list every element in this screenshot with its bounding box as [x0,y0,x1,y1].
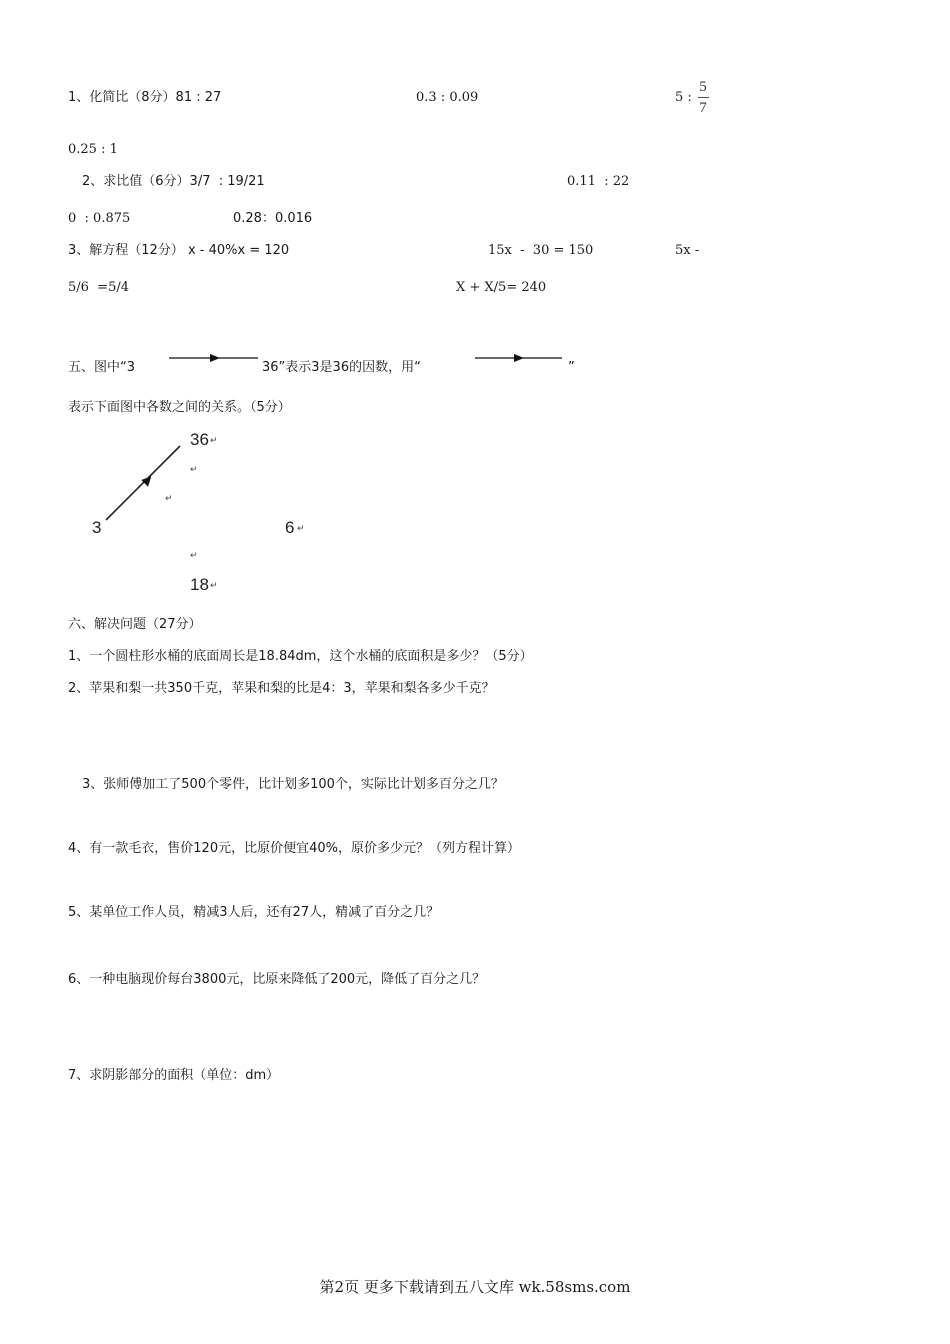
s6-problem-1: 1、一个圆柱形水桶的底面周长是18.84dm，这个水桶的底面积是多少？（5分） [68,649,533,664]
arrow-icon [474,351,564,365]
s6-title: 六、解决问题（27分） [68,617,202,632]
q3-item4: X + X/5= 240 [456,280,547,295]
q3-label: 3、解方程（12分） x - 40%x = 120 [68,243,290,258]
s6-problem-4: 4、有一款毛衣，售价120元，比原价便宜40%，原价多少元？（列方程计算） [68,841,520,856]
q1-item4: 0.25 : 1 [68,142,118,157]
return-mark-icon: ↵ [297,524,305,534]
fraction-bar [698,97,709,98]
q2-item3: 0 : 0.875 [68,211,131,226]
q3-item3b: 5/6 =5/4 [68,280,130,295]
s5-intro-b: 36”表示3是36的因数，用“ [262,360,421,375]
q3-item2: 15x - 30 = 150 [488,243,594,258]
q3-item3a: 5x - [675,243,700,258]
q1-fraction-numerator: 5 [699,79,707,95]
s6-problem-6: 6、一种电脑现价每台3800元，比原来降低了200元，降低了百分之几？ [68,972,486,987]
q1-item2: 0.3 : 0.09 [416,90,479,105]
return-mark-icon: ↵ [190,465,198,475]
return-mark-icon: ↵ [210,436,218,446]
s5-line2: 表示下面图中各数之间的关系。（5分） [68,400,291,415]
return-mark-icon: ↵ [190,551,198,561]
s6-problem-2: 2、苹果和梨一共350千克，苹果和梨的比是4：3，苹果和梨各多少千克？ [68,681,495,696]
q1-label: 1、化简比（8分）81 : 27 [68,90,222,105]
return-mark-icon: ↵ [165,494,173,504]
node-18: 18 [190,575,209,594]
s6-problem-7: 7、求阴影部分的面积（单位：dm） [68,1068,280,1083]
q2-item4: 0.28：0.016 [233,211,313,226]
s6-problem-3: 3、张师傅加工了500个零件，比计划多100个，实际比计划多百分之几？ [82,777,504,792]
node-36: 36 [190,430,209,449]
q1-item3-prefix: 5 : [675,90,692,105]
diagram-arrow-3-to-36 [100,440,190,530]
q2-label: 2、求比值（6分）3/7 : 19/21 [82,174,265,189]
node-6: 6 [285,518,295,537]
s6-problem-5: 5、某单位工作人员，精减3人后，还有27人，精减了百分之几？ [68,905,440,920]
page-footer: 第2页 更多下载请到五八文库 wk.58sms.com [319,1278,631,1296]
s5-intro-a: 五、图中“3 [68,360,136,375]
q2-item2: 0.11 : 22 [567,174,630,189]
s5-intro-c: ” [568,360,575,375]
return-mark-icon: ↵ [210,581,218,591]
q1-fraction-denominator: 7 [699,100,707,116]
node-3: 3 [92,518,102,537]
arrow-icon [168,351,260,365]
